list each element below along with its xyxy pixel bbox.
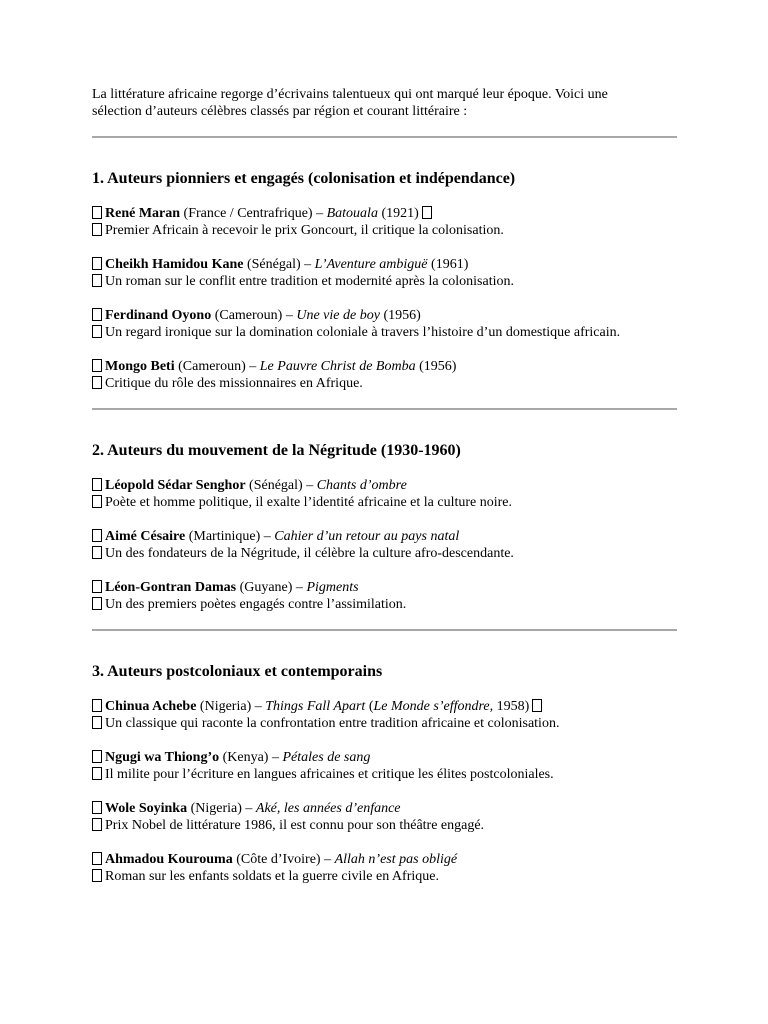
section-3 <box>92 662 678 885</box>
author-description-line <box>92 868 678 885</box>
horizontal-rule <box>92 408 677 410</box>
author-heading-line <box>92 256 678 273</box>
missing-glyph-icon <box>92 818 102 831</box>
missing-glyph-icon <box>92 359 102 372</box>
author-description-line <box>92 715 678 732</box>
author-entry <box>92 800 678 834</box>
author-name: Chinua Achebe <box>105 699 197 714</box>
author-entry <box>92 477 678 511</box>
section-2 <box>92 441 678 613</box>
intro-paragraph <box>92 86 678 120</box>
author-description-line <box>92 817 678 834</box>
author-entry <box>92 851 678 885</box>
missing-glyph-icon <box>532 699 542 712</box>
author-name: René Maran <box>105 206 181 221</box>
author-list <box>92 205 678 392</box>
author-origin: (Kenya) – <box>219 750 283 765</box>
work-title: Pigments <box>306 580 359 595</box>
author-heading-line <box>92 528 678 545</box>
author-description-line <box>92 273 678 290</box>
horizontal-rule <box>92 629 677 631</box>
horizontal-rule <box>92 136 677 138</box>
author-description-line <box>92 766 678 783</box>
author-name: Mongo Beti <box>105 359 175 374</box>
author-entry <box>92 579 678 613</box>
missing-glyph-icon <box>92 529 102 542</box>
author-description: Il milite pour l’écriture en langues africaines et critique les élites postcoloniales. <box>105 767 554 782</box>
missing-glyph-icon <box>92 699 102 712</box>
author-description: Roman sur les enfants soldats et la guerre civile en Afrique. <box>105 869 439 884</box>
missing-glyph-icon <box>92 308 102 321</box>
author-name: Ngugi wa Thiong’o <box>105 750 220 765</box>
missing-glyph-icon <box>92 478 102 491</box>
missing-glyph-icon <box>92 274 102 287</box>
work-title: Allah n’est pas obligé <box>334 852 458 867</box>
author-name: Léon-Gontran Damas <box>105 580 237 595</box>
work-title: Le Pauvre Christ de Bomba <box>259 359 416 374</box>
intro-line-1: La littérature africaine regorge d’écrivains talentueux qui ont marqué leur époque. Voici une <box>92 87 608 102</box>
author-origin: (Sénégal) – <box>243 257 315 272</box>
author-origin: (Martinique) – <box>185 529 275 544</box>
author-description: Un regard ironique sur la domination coloniale à travers l’histoire d’un domestique africain. <box>105 325 621 340</box>
section-title: 3. Auteurs postcoloniaux et contemporains <box>92 663 383 680</box>
author-entry <box>92 358 678 392</box>
author-entry <box>92 749 678 783</box>
work-year: 1958) <box>493 699 530 714</box>
missing-glyph-icon <box>92 767 102 780</box>
intro-line-2: sélection d’auteurs célèbres classés par région et courant littéraire : <box>92 104 468 119</box>
author-heading-line <box>92 358 678 375</box>
author-heading-line <box>92 698 678 715</box>
author-origin: (Guyane) – <box>236 580 307 595</box>
missing-glyph-icon <box>92 580 102 593</box>
author-entry <box>92 256 678 290</box>
author-origin: (France / Centrafrique) – <box>180 206 327 221</box>
author-heading-line <box>92 579 678 596</box>
author-entry <box>92 205 678 239</box>
missing-glyph-icon <box>92 376 102 389</box>
work-title: Aké, les années d’enfance <box>255 801 401 816</box>
missing-glyph-icon <box>92 495 102 508</box>
work-title: Things Fall Apart <box>265 699 366 714</box>
author-description-line <box>92 375 678 392</box>
missing-glyph-icon <box>92 223 102 236</box>
author-name: Léopold Sédar Senghor <box>105 478 246 493</box>
author-origin: (Côte d’Ivoire) – <box>232 852 335 867</box>
work-title: Chants d’ombre <box>316 478 407 493</box>
missing-glyph-icon <box>92 325 102 338</box>
author-entry <box>92 698 678 732</box>
work-title: Une vie de boy <box>296 308 380 323</box>
author-description-line <box>92 596 678 613</box>
author-description: Prix Nobel de littérature 1986, il est connu pour son théâtre engagé. <box>105 818 485 833</box>
author-entry <box>92 528 678 562</box>
author-heading-line <box>92 205 678 222</box>
missing-glyph-icon <box>92 206 102 219</box>
missing-glyph-icon <box>92 257 102 270</box>
author-description: Un des fondateurs de la Négritude, il célèbre la culture afro-descendante. <box>105 546 514 561</box>
work-title: L’Aventure ambiguë <box>314 257 428 272</box>
work-alt-title: Le Monde s’effondre, <box>373 699 494 714</box>
author-name: Ahmadou Kourouma <box>105 852 233 867</box>
author-description: Poète et homme politique, il exalte l’identité africaine et la culture noire. <box>105 495 513 510</box>
work-year: (1961) <box>427 257 469 272</box>
missing-glyph-icon <box>92 852 102 865</box>
author-description-line <box>92 494 678 511</box>
author-list <box>92 698 678 885</box>
missing-glyph-icon <box>92 546 102 559</box>
missing-glyph-icon <box>92 597 102 610</box>
work-title: Pétales de sang <box>282 750 371 765</box>
missing-glyph-icon <box>422 206 432 219</box>
author-origin: (Cameroun) – <box>211 308 297 323</box>
author-description: Premier Africain à recevoir le prix Goncourt, il critique la colonisation. <box>105 223 504 238</box>
author-origin: (Sénégal) – <box>245 478 317 493</box>
work-year: (1956) <box>379 308 421 323</box>
author-origin: (Cameroun) – <box>174 359 260 374</box>
author-origin: (Nigeria) – <box>196 699 266 714</box>
author-heading-line <box>92 477 678 494</box>
work-year: ( <box>365 699 374 714</box>
author-list <box>92 477 678 613</box>
author-heading-line <box>92 851 678 868</box>
author-description: Un classique qui raconte la confrontation entre tradition africaine et colonisation. <box>105 716 560 731</box>
section-title: 2. Auteurs du mouvement de la Négritude (1930-1960) <box>92 442 461 459</box>
author-heading-line <box>92 307 678 324</box>
author-description: Un des premiers poètes engagés contre l’assimilation. <box>105 597 407 612</box>
missing-glyph-icon <box>92 750 102 763</box>
work-year: (1956) <box>415 359 457 374</box>
missing-glyph-icon <box>92 716 102 729</box>
author-description-line <box>92 324 678 341</box>
author-description-line <box>92 545 678 562</box>
author-description: Un roman sur le conflit entre tradition et modernité après la colonisation. <box>105 274 514 289</box>
author-description: Critique du rôle des missionnaires en Afrique. <box>105 376 363 391</box>
author-name: Wole Soyinka <box>105 801 188 816</box>
section-1 <box>92 169 678 392</box>
work-title: Batouala <box>326 206 378 221</box>
author-description-line <box>92 222 678 239</box>
work-year: (1921) <box>377 206 419 221</box>
author-heading-line <box>92 800 678 817</box>
missing-glyph-icon <box>92 801 102 814</box>
author-entry <box>92 307 678 341</box>
author-origin: (Nigeria) – <box>187 801 256 816</box>
author-heading-line <box>92 749 678 766</box>
missing-glyph-icon <box>92 869 102 882</box>
author-name: Cheikh Hamidou Kane <box>105 257 244 272</box>
section-title: 1. Auteurs pionniers et engagés (colonisation et indépendance) <box>92 170 516 187</box>
work-title: Cahier d’un retour au pays natal <box>274 529 460 544</box>
author-name: Ferdinand Oyono <box>105 308 212 323</box>
sections-container <box>92 169 678 885</box>
author-name: Aimé Césaire <box>105 529 186 544</box>
